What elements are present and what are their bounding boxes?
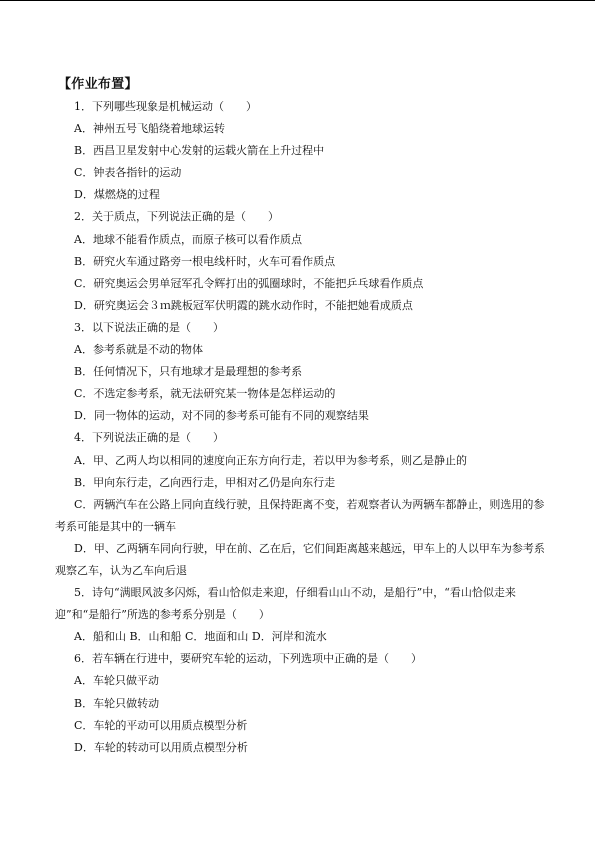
question-1-option-a: A．神州五号飞船绕着地球运转	[74, 122, 225, 136]
question-2-option-b: B．研究火车通过路旁一根电线杆时，火车可看作质点	[74, 254, 336, 268]
question-3-option-c: C．不选定参考系，就无法研究某一物体是怎样运动的	[74, 387, 336, 401]
question-3-stem: 3．以下说法正确的是（ ）	[74, 320, 224, 334]
question-4-stem: 4．下列说法正确的是（ ）	[74, 431, 224, 445]
question-2-stem: 2．关于质点，下列说法正确的是（ ）	[74, 210, 279, 224]
question-6-option-a: A．车轮只做平动	[74, 674, 159, 688]
question-3-option-b: B．任何情况下，只有地球才是最理想的参考系	[74, 365, 303, 379]
question-1-option-b: B．西昌卫星发射中心发射的运载火箭在上升过程中	[74, 144, 325, 158]
question-4-option-d: D．甲、乙两辆车同向行驶，甲在前、乙在后，它们间距离越来越远，甲车上的人以甲车为参考系观察乙车，认为乙车向后退	[55, 541, 545, 577]
question-4-option-a: A．甲、乙两人均以相同的速度向正东方向行走，若以甲为参考系，则乙是静止的	[74, 453, 467, 467]
section-title: 【作业布置】	[58, 77, 138, 92]
question-1-stem: 1．下列哪些现象是机械运动（ ）	[74, 100, 257, 113]
question-3-option-a: A．参考系就是不动的物体	[74, 343, 203, 357]
question-6-option-b: B．车轮只做转动	[74, 696, 160, 710]
question-2-option-a: A．地球不能看作质点，而原子核可以看作质点	[74, 232, 302, 246]
page-top-border	[0, 0, 595, 1]
question-6-option-d: D．车轮的转动可以用质点模型分析	[74, 740, 248, 754]
question-2-option-d: D．研究奥运会３ｍ跳板冠军伏明霞的跳水动作时，不能把她看成质点	[74, 298, 413, 312]
question-4-option-c: C．两辆汽车在公路上同向直线行驶，且保持距离不变，若观察者认为两辆车都静止，则选用的参考系可能是其中的一辆车	[55, 497, 545, 533]
question-4-option-b: B．甲向东行走，乙向西行走，甲相对乙仍是向东行走	[74, 475, 336, 489]
question-2-option-c: C．研究奥运会男单冠军孔令辉打出的弧圈球时，不能把乒乓球看作质点	[74, 276, 424, 290]
question-1-option-d: D．煤燃烧的过程	[74, 188, 160, 202]
homework-document	[55, 74, 545, 759]
question-6-stem: 6．若车辆在行进中，要研究车轮的运动，下列选项中正确的是（ ）	[74, 652, 422, 666]
question-5-options: A．船和山 B．山和船 C．地面和山 D．河岸和流水	[74, 630, 327, 644]
question-3-option-d: D．同一物体的运动，对不同的参考系可能有不同的观察结果	[74, 409, 369, 423]
question-6-option-c: C．车轮的平动可以用质点模型分析	[74, 718, 248, 732]
question-5-stem: 5．诗句“满眼风波多闪烁，看山恰似走来迎，仔细看山山不动，是船行”中，“看山恰似走来迎”和“是船行”所选的参考系分别是（ ）	[55, 586, 516, 622]
question-1-option-c: C．钟表各指针的运动	[74, 166, 182, 180]
